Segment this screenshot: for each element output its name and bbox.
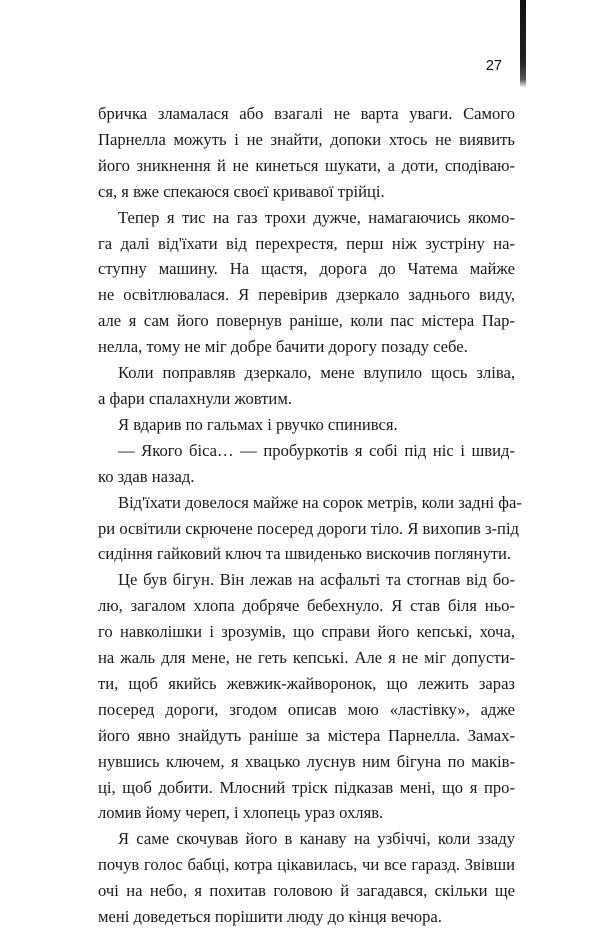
text-line: Тепер я тис на газ трохи дужче, намагаючись якомо- [118,207,515,227]
paragraph-4 [98,412,515,438]
text-line: Це був бігун. Він лежав на асфальті та стогнав від бо- [118,570,515,590]
page-number: 27 [485,58,502,74]
text-line: ри освітили скрючене посеред дороги тіло. Я вихопив з-під [98,518,519,538]
text-line: ко здав назад. [98,466,195,486]
paragraph-3 [98,360,515,412]
text-line: бричка зламалася або взагалі не варта уваги. Самого [98,104,515,123]
paragraph-5 [98,438,515,490]
text-line: але я сам його повернув раніше, коли пас містера Пар- [98,311,515,331]
text-line: посеред дороги, згодом описав мою «ластівку», адже [98,699,515,719]
text-line: почув голос бабці, котра цікавилась, чи все гаразд. Звівши [98,855,515,875]
text-line: сидіння гайковий ключ та швиденько вискочив поглянути. [98,544,512,564]
paragraph-2 [98,205,515,360]
paragraph-8 [98,826,515,930]
paragraph-6 [98,490,522,568]
text-line: Я саме скочував його в канаву на узбіччі, коли ззаду [118,829,515,849]
text-line: його зникнення й не кинеться шукати, а доти, сподіваю- [98,155,515,175]
text-line: Я вдарив по гальмах і рвучко спинився. [118,414,398,434]
page-edge-marker [520,0,526,88]
text-line: го навколішки і зрозумів, що справи його кепські, хоча, [98,622,515,642]
text-line: ці, щоб добити. Млосний тріск підказав мені, що я про- [98,777,515,797]
text-line: Коли поправляв дзеркало, мене влупило щось зліва, [118,363,515,383]
text-line: нелла, тому не міг добре бачити дорогу позаду себе. [98,337,468,357]
text-line: не освітлювалася. Я перевірив дзеркало заднього виду, [98,285,515,305]
text-line: Від'їхати довелося майже на сорок метрів, коли задні фа- [118,492,522,512]
text-line: нувшись ключем, я хвацько луснув ним бігуна по маків- [98,751,515,771]
text-line: а фари спалахнули жовтим. [98,388,292,408]
text-line: ступну машину. На щастя, дорога до Чатема майже [98,259,515,279]
text-line: — Якого біса… — пробуркотів я собі під ніс і швид- [118,440,515,460]
text-line: лю, загалом хлопа добряче бебехнуло. Я став біля ньо- [98,596,515,616]
text-line: ти, щоб якийсь жевжик-жайворонок, що лежить зараз [98,673,515,693]
paragraph-1 [98,101,515,205]
text-line: його явно знайдуть раніше за містера Парнелла. Замах- [98,725,515,745]
text-line: очі на небо, я похитав головою й загадався, скільки ще [98,881,515,901]
text-line: Парнелла можуть і не знайти, допоки хтось не виявить [98,129,515,149]
text-line: га далі від'їхати від перехрестя, перш ніж зустріну на- [98,233,515,253]
text-line: ся, я вже спекаюся своєї кривавої трійці. [98,181,385,201]
text-line: на жаль для мене, не геть кепські. Але я не міг допусти- [98,648,515,668]
paragraph-7 [98,567,515,826]
text-line: ломив йому череп, і хлопець ураз охляв. [98,803,384,823]
text-line: мені доведеться порішити люду до кінця вечора. [98,907,442,927]
body-text [98,101,522,930]
